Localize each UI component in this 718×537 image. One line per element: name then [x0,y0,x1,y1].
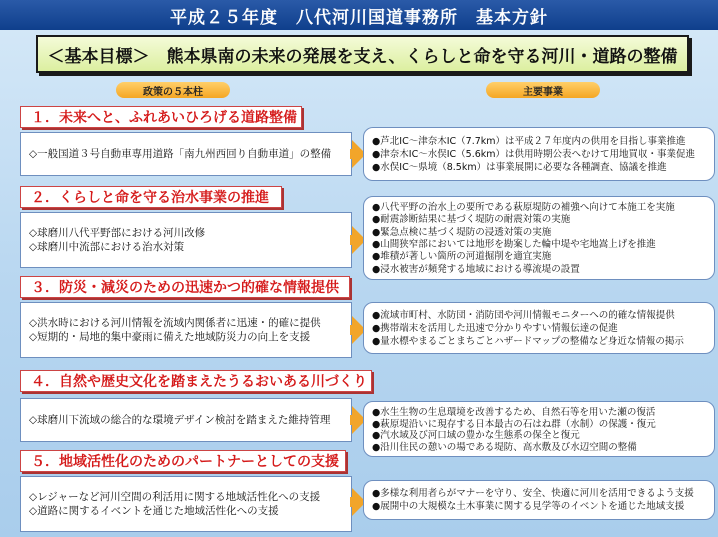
pillar-2-title: ２．くらしと命を守る治水事業の推進 [20,186,282,208]
pillar-4-project-2: ●萩原堤沿いに現存する日本最古の石はね群（水制）の保護・復元 [372,418,656,429]
pillar-4-project-1: ●水生生物の生息環境を改善するため、自然石等を用いた瀬の復活 [372,407,656,418]
pillar-5-policy-1: ◇レジャーなど河川空間の利活用に関する地域活性化への支援 [29,491,321,503]
pillar-2-policies [20,212,352,268]
page-title: 平成２５年度 八代河川国道事務所 基本方針 [170,7,548,28]
pillar-3-project-2: ●携帯端末を活用した迅速で分かりやすい情報伝達の促進 [372,322,618,334]
pillar-2-project-3: ●緊急点検に基づく堤防の浸透対策の実施 [372,226,552,238]
pillar-2-project-2: ●耐震診断結果に基づく堤防の耐震対策の実施 [372,214,571,226]
pillar-2-policy-1: ◇球磨川八代平野部における河川改修 [29,227,206,239]
pillar-3-title: ３．防災・減災のための迅速かつ的確な情報提供 [20,276,350,298]
pillar-3-project-3: ●量水標やまるごとまちごとハザードマップの整備など身近な情報の掲示 [372,335,684,347]
pillar-4-policy-1: ◇球磨川下流域の総合的な環境デザイン検討を踏まえた維持管理 [29,414,331,426]
pillar-3-policy-1: ◇洪水時における河川情報を流域内関係者に迅速・的確に提供 [29,317,321,329]
pillar-2-project-5: ●堆積が著しい箇所の河道掘削を適宜実施 [372,251,552,263]
pillar-5-projects [363,480,715,520]
pillar-2-policy-2: ◇球磨川中流部における治水対策 [29,241,185,253]
pillar-3-project-1: ●流域市町村、水防団・消防団や河川情報モニターへの的確な情報提供 [372,309,675,321]
pillar-5-policy-2: ◇道路に関するイベントを通じた地域活性化への支援 [29,505,279,517]
pillar-5-project-1: ●多様な利用者らがマナーを守り、安全、快適に河川を活用できるよう支援 [372,488,694,499]
page-header [0,0,718,30]
pillar-2-projects [363,196,715,280]
pillar-1-projects [363,127,715,181]
pillar-4-policies [20,398,352,442]
pillar-5-title: ５．地域活性化のためのパートナーとしての支援 [20,450,346,472]
pillar-2-project-6: ●浸水被害が頻発する地域における導流堤の設置 [372,263,580,275]
pillar-2-project-4: ●山間狭窄部においては地形を勘案した輪中堤や宅地嵩上げを推進 [372,239,656,250]
pillar-5-policies [20,476,352,532]
pillar-1-project-3: ●水俣IC〜県境（8.5km）は事業展開に必要な各種調査、協議を推進 [372,161,667,173]
pillar-1-project-2: ●津奈木IC〜水俣IC（5.6km）は供用時期公表へむけて用地買収・事業促進 [372,148,696,160]
pillar-4-project-3: ●汽水域及び河口域の豊かな生態系の保全と復元 [372,430,580,441]
pillar-1-title: １．未来へと、ふれあいひろげる道路整備 [20,106,302,128]
pillar-4-project-4: ●沿川住民の憩いの場である堤防、高水敷及び水辺空間の整備 [372,441,637,452]
pillar-3-projects [363,302,715,354]
pillar-4-title: ４．自然や歴史文化を踏まえたうるおいある川づくり [20,370,372,392]
pillar-2-project-1: ●八代平野の治水上の要所である萩原堤防の補強へ向けて本施工を実施 [372,202,675,214]
pillar-3-policy-2: ◇短期的・局地的集中豪雨に備えた地域防災力の向上を支援 [29,331,311,343]
basic-goal-banner [36,35,689,73]
pillar-3-policies [20,302,352,358]
pillar-1-project-1: ●芦北IC〜津奈木IC（7.7km）は平成２７年度内の供用を目指し事業推進 [372,135,686,147]
pillar-5-project-2: ●展開中の大規模な土木事業に関する見学等のイベントを通じた地域支援 [372,501,685,512]
pillars-label: 政策の５本柱 [116,82,230,98]
basic-goal-text: ＜基本目標＞ 熊本県南の未来の発展を支え、くらしと命を守る河川・道路の整備 [47,46,678,67]
pillar-4-projects [363,401,715,457]
pillar-1-policies [20,132,352,176]
projects-label: 主要事業 [486,82,600,98]
pillar-1-policy-1: ◇一般国道３号自動車専用道路「南九州西回り自動車道」の整備 [29,148,332,160]
